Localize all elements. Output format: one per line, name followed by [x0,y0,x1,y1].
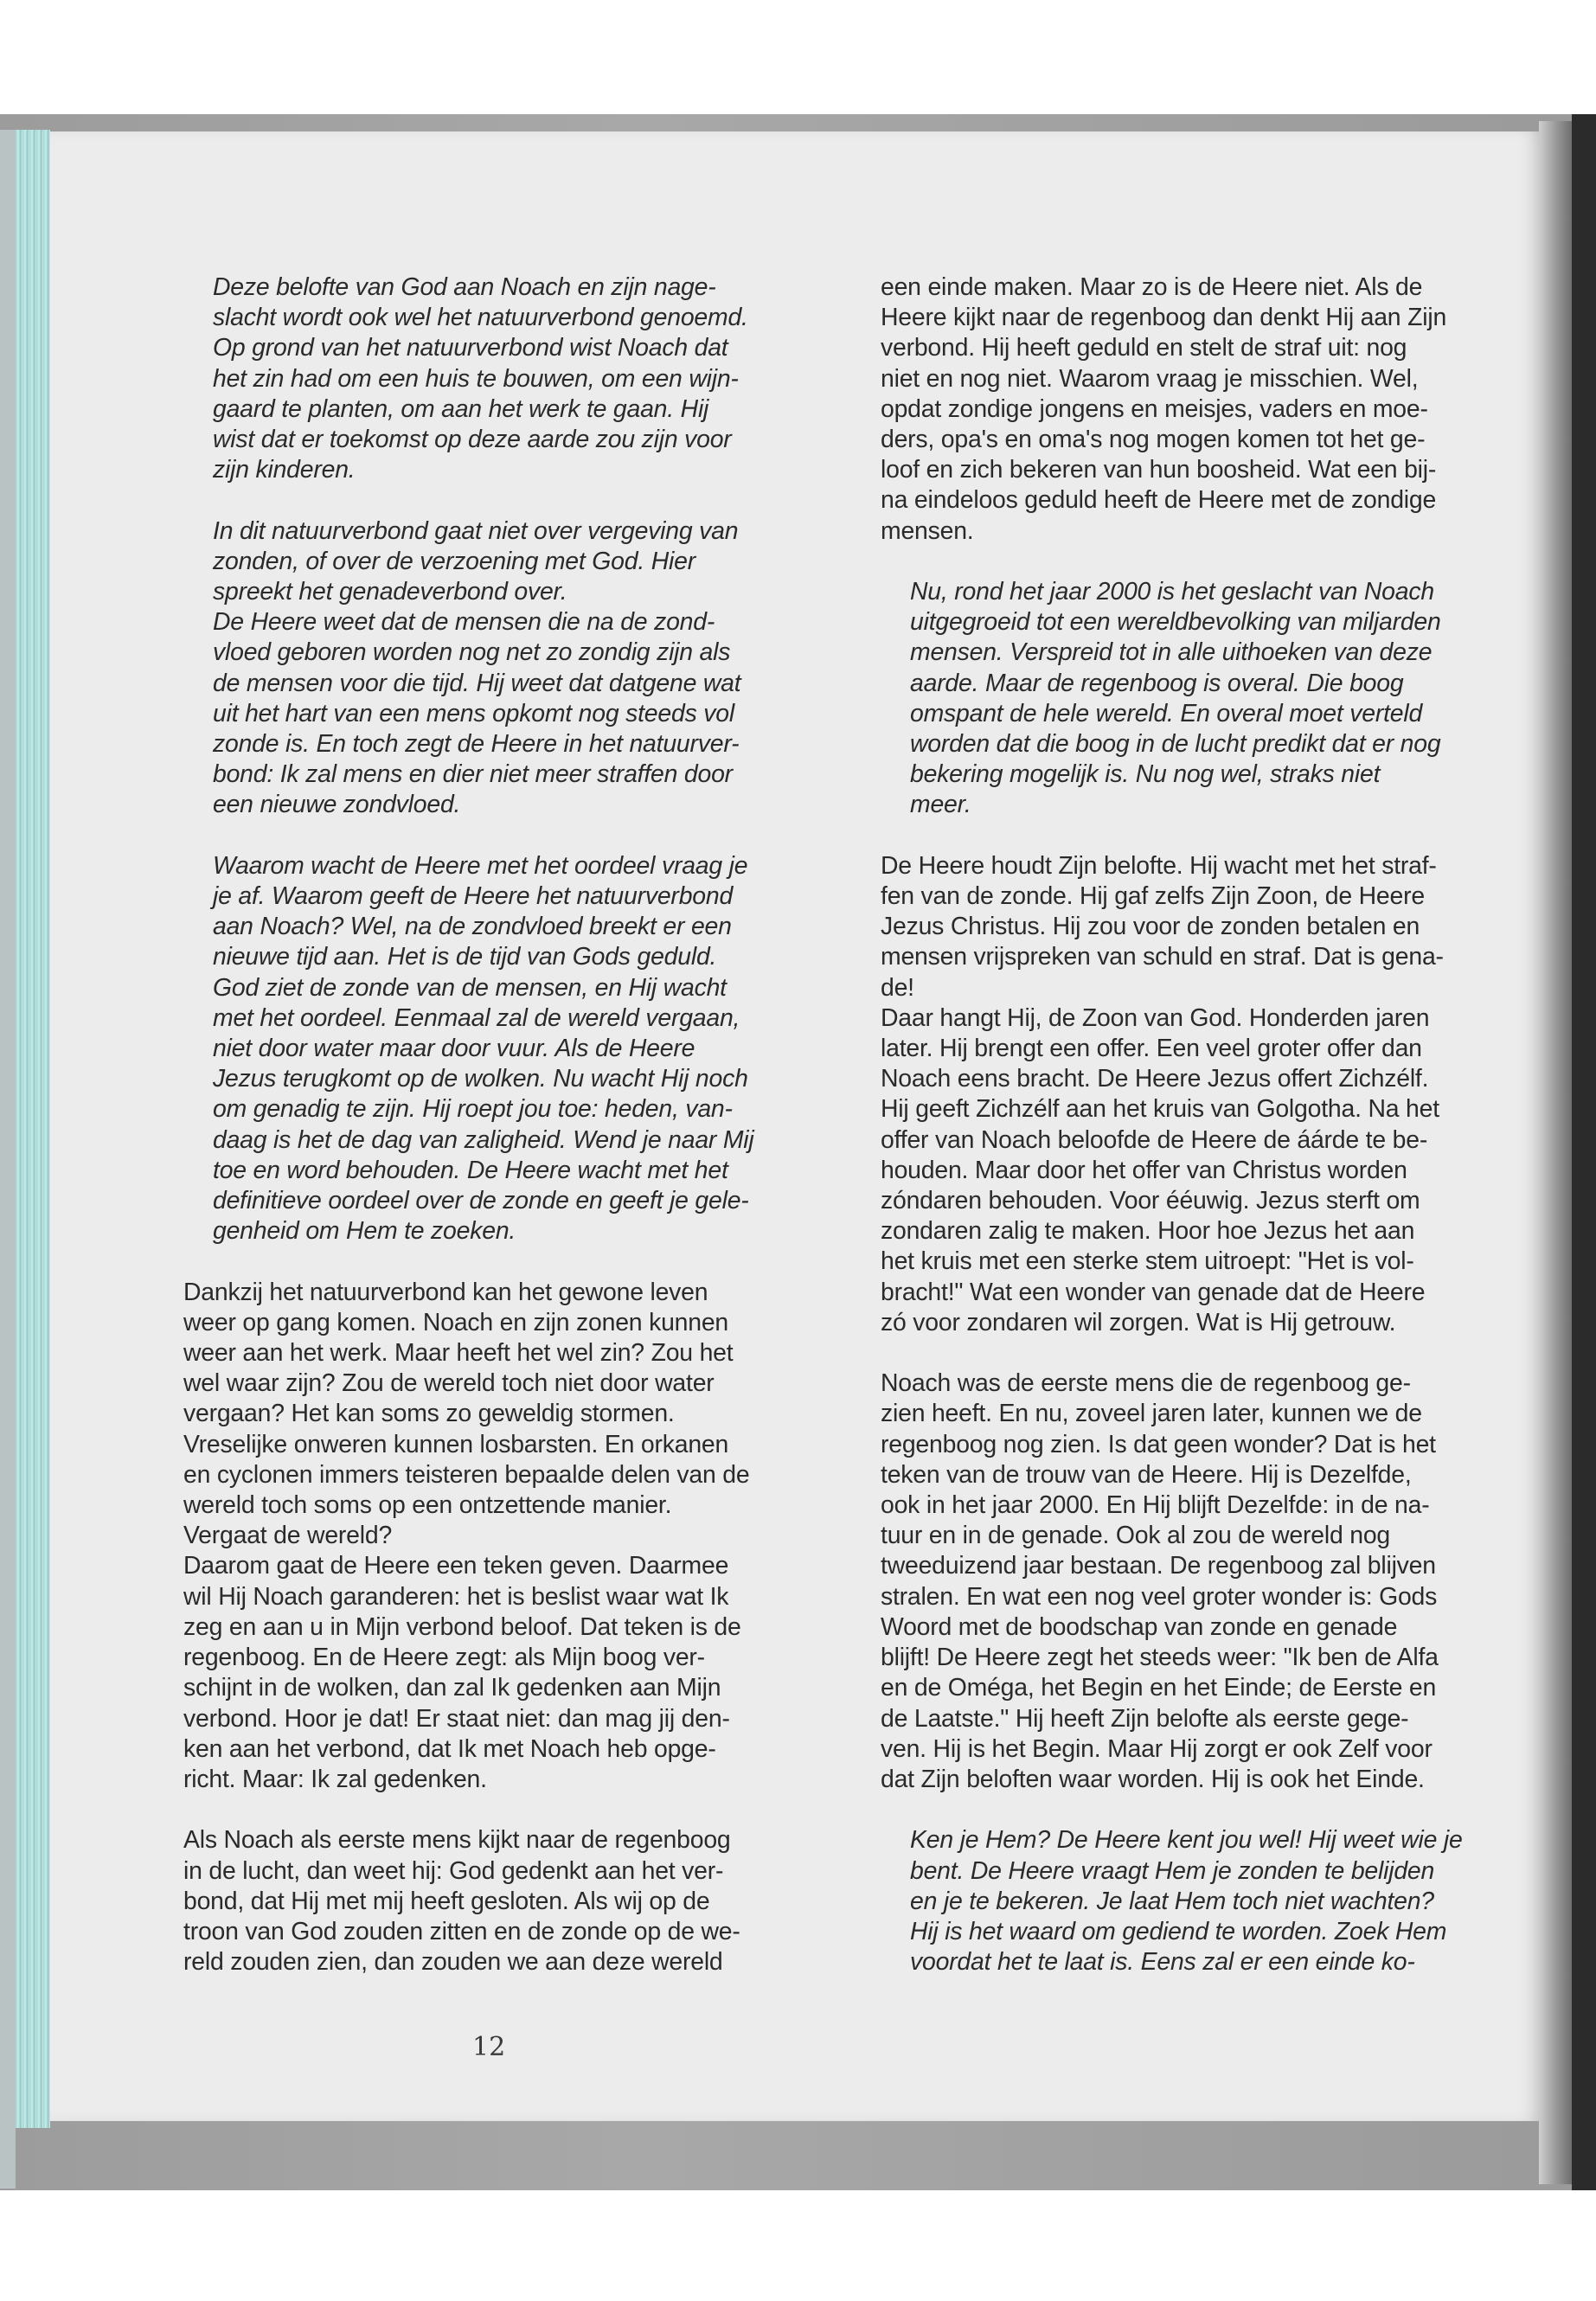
left-paragraph-1: Deze belofte van God aan Noach en zijn nage- slacht wordt ook wel het natuurverbond genoemd. Op grond van het natuurverbond wist Noach dat het zin had om een huis te bouwen, om een wijn- gaard te planten, om aan het werk te gaan. Hij wist dat er toekomst op deze aarde zou zijn voor zijn kinderen. [213,273,748,484]
right-paragraph-5: Ken je Hem? De Heere kent jou wel! Hij weet wie je bent. De Heere vraagt Hem je zonden te belijden en je te bekeren. Je laat Hem toch niet wachten? Hij is het waard om gediend te worden. Zoek Hem voordat het te laat is. Eens zal er een einde ko- [910,1826,1463,1977]
right-paragraph-1: een einde maken. Maar zo is de Heere niet. Als de Heere kijkt naar de regenboog dan denkt Hij aan Zijn verbond. Hij heeft geduld en stelt de straf uit: nog niet en nog niet. Waarom vraag je misschien. Wel, opdat zondige jongens en meisjes, vaders en moe- ders, opa's en oma's nog mogen komen tot het ge- loof en zich bekeren van hun boosheid. Wat een bij- na eindeloos geduld heeft de Heere met de zondige mensen. [881,273,1447,545]
page-edge-right [1539,121,1572,2184]
right-column [881,272,1538,1977]
page-number: 12 [472,2032,506,2062]
left-paragraph-5: Als Noach als eerste mens kijkt naar de regenboog in de lucht, dan weet hij: God gedenkt aan het ver- bond, dat Hij met mij heeft gesloten. Als wij op de troon van God zouden zitten en de zonde op de we- reld zouden zien, dan zouden we aan deze wereld [183,1826,740,1977]
book-page [50,131,1540,2121]
right-paragraph-3: De Heere houdt Zijn belofte. Hij wacht met het straf- fen van de zonde. Hij gaf zelfs Zijn Zoon, de Heere Jezus Christus. Hij zou voor de zonden betalen en mensen vrijspreken van schuld en straf. Dat is gena- de! Daar hangt Hij, de Zoon van God. Honderden jaren later. Hij brengt een offer. Een veel groter offer dan Noach eens bracht. De Heere Jezus offert Zichzélf. Hij geeft Zichzélf aan het kruis van Golgotha. Na het offer van Noach beloofde de Heere de áárde te be- houden. Maar door het offer van Christus worden zóndaren behouden. Voor ééuwig. Jezus sterft om zondaren zalig te maken. Hoor hoe Jezus het aan het kruis met een sterke stem uitroept: "Het is vol- bracht!" Wat een wonder van genade dat de Heere zó voor zondaren wil zorgen. Wat is Hij getrouw. [881,851,1444,1336]
left-paragraph-2: In dit natuurverbond gaat niet over vergeving van zonden, of over de verzoening met God. Hier spreekt het genadeverbond over. De Heere weet dat de mensen die na de zond- vloed geboren worden nog net zo zondig zijn als de mensen voor die tijd. Hij weet dat datgene wat uit het hart van een mens opkomt nog steeds vol zonde is. En toch zegt de Heere in het natuurver- bond: Ik zal mens en dier niet meer straffen door een nieuwe zondvloed. [213,516,741,819]
left-paragraph-4: Dankzij het natuurverbond kan het gewone leven weer op gang komen. Noach en zijn zonen kunnen weer aan het werk. Maar heeft het wel zin? Zou het wel waar zijn? Zou de wereld toch niet door water vergaan? Het kan soms zo geweldig stormen. Vreselijke onweren kunnen losbarsten. En orkanen en cyclonen immers teisteren bepaalde delen van de wereld toch soms op een ontzettende manier. Vergaat de wereld? Daarom gaat de Heere een teken geven. Daarmee wil Hij Noach garanderen: het is beslist waar wat Ik zeg en aan u in Mijn verbond beloof. Dat teken is de regenboog. En de Heere zegt: als Mijn boog ver- schijnt in de wolken, dan zal Ik gedenken aan Mijn verbond. Hoor je dat! Er staat niet: dan mag jij den- ken aan het verbond, dat Ik met Noach heb opge- richt. Maar: Ik zal gedenken. [183,1278,750,1793]
scan-background-top [0,0,1596,114]
book-spine-left [0,130,16,2189]
left-column [183,272,858,1977]
right-paragraph-2: Nu, rond het jaar 2000 is het geslacht van Noach uitgegroeid tot een wereldbevolking van miljarden mensen. Verspreid tot in alle uithoeken van deze aarde. Maar de regenboog is overal. Die boog omspant de hele wereld. En overal moet verteld worden dat die boog in de lucht predikt dat er nog bekering mogelijk is. Nu nog wel, straks niet meer. [910,578,1441,819]
scan-background-bottom [0,2190,1596,2301]
left-paragraph-3: Waarom wacht de Heere met het oordeel vraag je je af. Waarom geeft de Heere het natuurverbond aan Noach? Wel, na de zondvloed breekt er een nieuwe tijd aan. Het is de tijd van Gods geduld. God ziet de zonde van de mensen, en Hij wacht met het oordeel. Eenmaal zal de wereld vergaan, niet door water maar door vuur. Als de Heere Jezus terugkomt op de wolken. Nu wacht Hij noch om genadig te zijn. Hij roept jou toe: heden, van- daag is het de dag van zaligheid. Wend je naar Mij toe en word behouden. De Heere wacht met het definitieve oordeel over de zonde en geeft je gele- genheid om Hem te zoeken. [213,851,754,1246]
cover-edge-right [1572,114,1596,2190]
page-edges-left [16,130,50,2128]
right-paragraph-4: Noach was de eerste mens die de regenboog ge- zien heeft. En nu, zoveel jaren later, kunnen we de regenboog nog zien. Is dat geen wonder? Dat is het teken van de trouw van de Heere. Hij is Dezelfde, ook in het jaar 2000. En Hij blijft Dezelfde: in de na- tuur en in de genade. Ook al zou de wereld nog tweeduizend jaar bestaan. De regenboog zal blijven stralen. En wat een nog veel groter wonder is: Gods Woord met de boodschap van zonde en genade blijft! De Heere zegt het steeds weer: "Ik ben de Alfa en de Oméga, het Begin en het Einde; de Eerste en de Laatste." Hij heeft Zijn belofte als eerste gege- ven. Hij is het Begin. Maar Hij zorgt er ook Zelf voor dat Zijn beloften waar worden. Hij is ook het Einde. [881,1369,1439,1793]
